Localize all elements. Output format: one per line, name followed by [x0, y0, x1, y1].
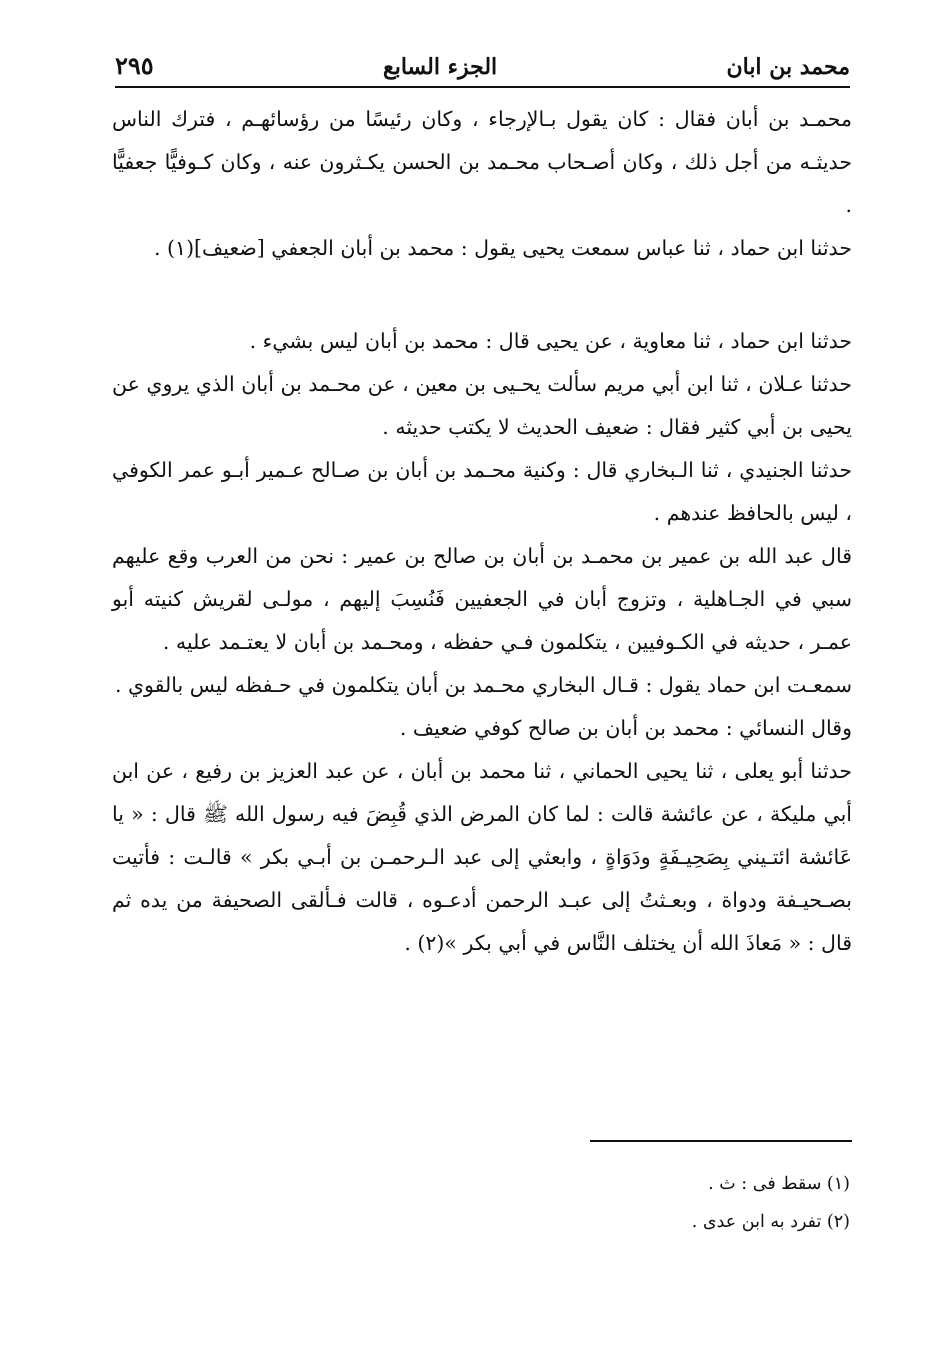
paragraph: وقال النسائي : محمد بن أبان بن صالح كوفي ضعيف . — [399, 716, 852, 740]
paragraph: حدثنا عـلان ، ثنا ابن أبي مريم سألت يحـيى بن معين ، عن محـمد بن أبان الذي يروي عن يحيى بن أبي كثير فقال : ضعيف الحديث لا يكتب حديثه . — [112, 372, 852, 439]
paragraph: قال عبد الله بن عمير بن محمـد بن أبان بن صالح بن عمير : نحن من العرب وقع عليهم سبي في الجـاهلية ، وتزوج أبان في الجعفيين فَنُسِبَ إليهم ، مولـى لقريش كنيته أبو عمـر ، حديثه في الكـوفيين ، يتكلمون فـي حفظه ، ومحـمد بن أبان لا يعتـمد عليه . — [112, 544, 852, 654]
footnote-separator — [590, 1140, 852, 1142]
paragraph: حدثنا ابن حماد ، ثنا عباس سمعت يحيى يقول : محمد بن أبان الجعفي [ضعيف](١) . — [154, 236, 852, 260]
page-number: ٢٩٥ — [115, 51, 154, 80]
running-title-volume: الجزء السابع — [383, 54, 498, 80]
paragraph: حدثنا أبو يعلى ، ثنا يحيى الحماني ، ثنا محمد بن أبان ، عن عبد العزيز بن رفيع ، عن ابن أبي مليكة ، عن عائشة قالت : لما كان المرض الذي قُبِضَ فيه رسول الله ﷺ قال : « يا عَائشة ائتـيني بِصَحِيـفَةٍ ودَوَاةٍ ، وابعثي إلى عبد الـرحمـن بن أبـي بكر » قالـت : فأتيت بصـحيـفة ودواة ، وبعـثتُ إلى عبـد الرحمن أدعـوه ، قالت فـألقى الصحيفة من يده ثم قال : « مَعاذَ الله أن يختلف النَّاس في أبي بكر »(٢) . — [112, 759, 852, 955]
blank-space — [112, 270, 852, 320]
running-title-author: محمد بن ابان — [726, 54, 850, 80]
paragraph: محمـد بن أبان فقال : كان يقول بـالإرجاء ، وكان رئيسًا من رؤسائهـم ، فترك الناس حديثـه من أجل ذلك ، وكان أصـحاب محـمد بن الحسن يكـثرون عنه ، وكان كـوفيًّا جعفيًّا . — [112, 107, 852, 217]
main-text — [112, 98, 852, 965]
footnote: (١) سقط فى : ث . — [708, 1174, 850, 1194]
paragraph: حدثنا الجنيدي ، ثنا الـبخاري قال : وكنية محـمد بن أبان بن صـالح عـمير أبـو عمر الكوفي ، ليس بالحافظ عندهم . — [112, 458, 852, 525]
paragraph: حدثنا ابن حماد ، ثنا معاوية ، عن يحيى قال : محمد بن أبان ليس بشيء . — [249, 329, 852, 353]
footnote: (٢) تفرد به ابن عدى . — [691, 1212, 850, 1232]
paragraph: سمعـت ابن حماد يقول : قـال البخاري محـمد بن أبان يتكلمون في حـفظه ليس بالقوي . — [114, 673, 852, 697]
footnotes — [400, 1165, 850, 1241]
page-header — [115, 40, 850, 88]
